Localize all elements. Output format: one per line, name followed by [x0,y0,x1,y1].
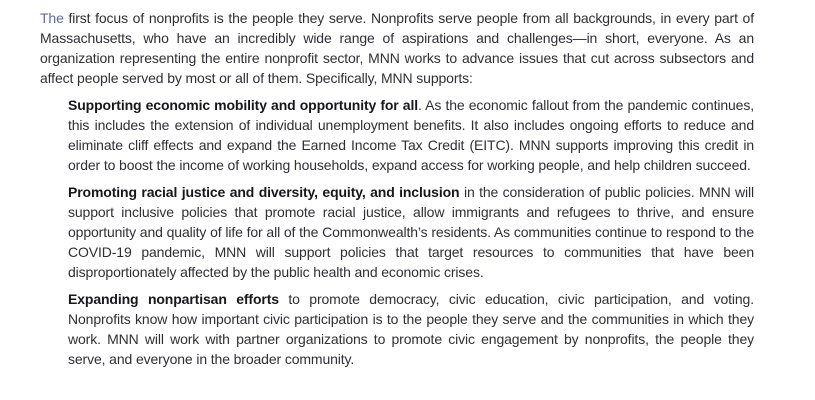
intro-paragraph [40,8,754,88]
policy-text: to promote democracy, civic education, civic participation, and voting. Nonprofits know how important civic participation is to the people they serve and the communities in which they work. MNN will work with partner organizations to promote civic engagement by nonprofits, the people they serve, and everyone in the broader community. [68,291,754,367]
policy-bold-lead: Promoting racial justice and diversity, equity, and inclusion [68,184,460,200]
policy-text: . As the economic fallout from the pandemic continues, this includes the extension of individual unemployment benefits. It also includes ongoing efforts to reduce and eliminate cliff effects and expand the Earned Income Tax Credit (EITC). MNN supports improving this credit in order to boost the income of working households, expand access for working people, and help children succeed. [68,97,754,173]
policy-paragraph-racial-justice [68,182,754,282]
lead-word: The [40,10,64,26]
policy-text: in the consideration of public policies. MNN will support inclusive policies that promote racial justice, allow immigrants and refugees to thrive, and ensure opportunity and quality of life for all of the Commonwealth’s residents. As communities continue to respond to the COVID-19 pandemic, MNN will support policies that target resources to communities that have been disproportionately affected by the public health and economic crises. [68,184,754,280]
policy-bold-lead: Expanding nonpartisan efforts [68,291,279,307]
policy-paragraph-nonpartisan-efforts [68,289,754,369]
intro-text: first focus of nonprofits is the people they serve. Nonprofits serve people from all backgrounds, in every part of Massachusetts, who have an incredibly wide range of aspirations and challenges—in short, everyone. As an organization representing the entire nonprofit sector, MNN works to advance issues that cut across subsectors and affect people served by most or all of them. Specifically, MNN supports: [40,10,754,86]
policy-paragraph-economic-mobility [68,95,754,175]
policy-bold-lead: Supporting economic mobility and opportunity for all [68,97,419,113]
